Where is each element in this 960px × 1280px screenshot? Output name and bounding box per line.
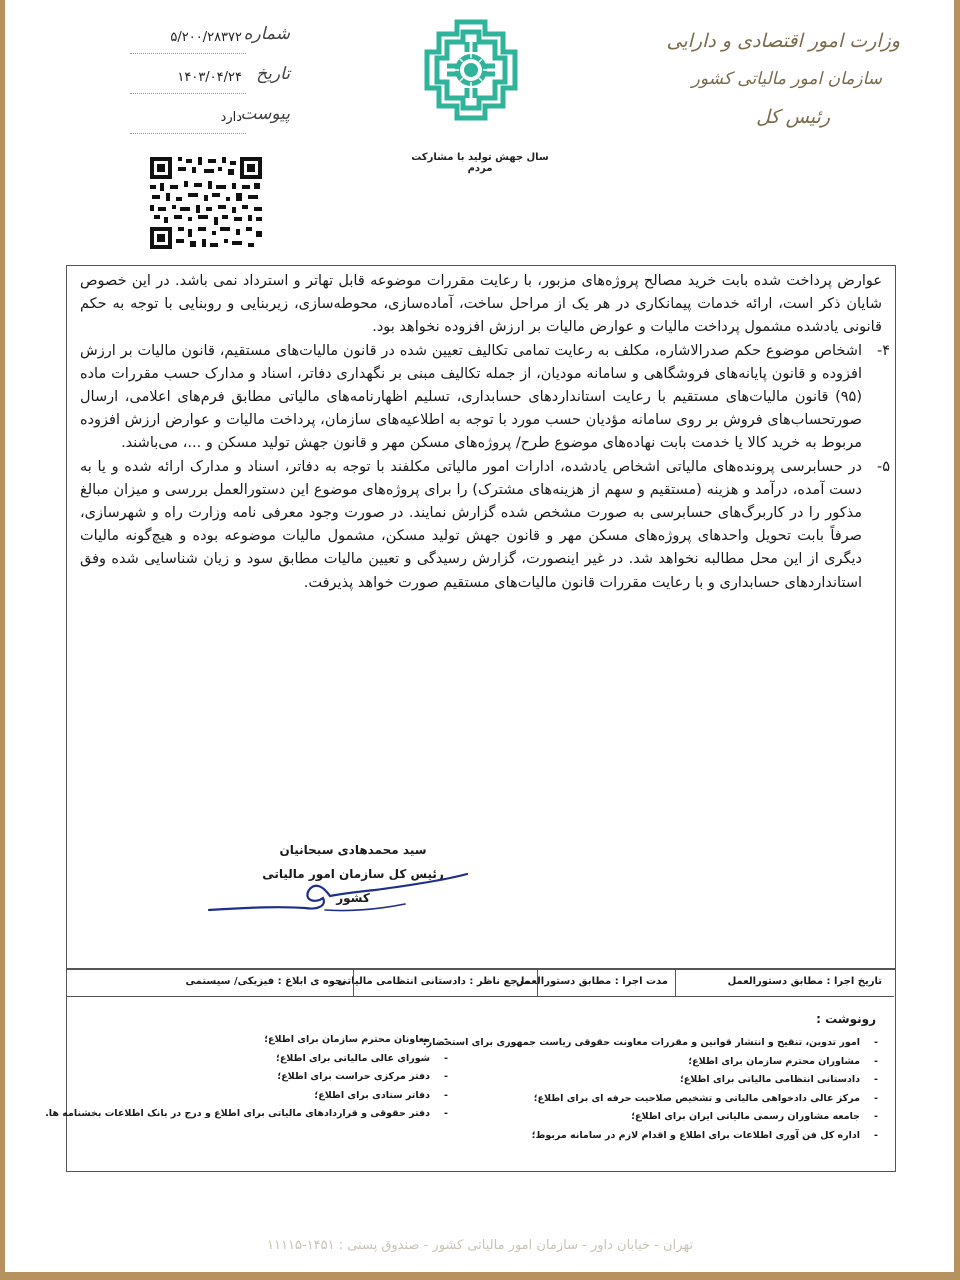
qr-code <box>148 155 264 251</box>
handwritten-signature <box>205 860 475 916</box>
ministry-name: وزارت امور اقتصادی و دارایی <box>666 30 900 52</box>
intro-paragraph: عوارض پرداخت شده بابت خرید مصالح پروژه‌های مزبور، با رعایت مقررات موضوعه قابل تهاتر و استرداد نمی باشد. در این خصوص شایان ذکر است، ارائه خدمات پیمانکاری در هر یک از مراحل ساخت، آماده‌سازی، محوطه‌سازی، زیربنایی و روبنایی با توجه به حکم قانونی یادشده مشمول پرداخت مالیات و عوارض مالیات بر ارزش افزوده نخواهد بود. <box>80 273 882 336</box>
item-4-text: اشخاص موضوع حکم صدرالاشاره، مکلف به رعایت تمامی تکالیف تعیین شده در قانون مالیات‌های مستقیم، قانون مالیات بر ارزش افزوده و قانون پایانه‌های فروشگاهی و سامانه مودیان، از جمله تکالیف مبنی بر نگهداری دفاتر، اسناد و مدارک حسب مقررات ماده (۹۵) قانون مالیات‌های مستقیم با رعایت استانداردهای حسابداری، تسلیم اظهارنامه‌های مالیاتی مطابق فرم‌های اعلامی، ارسال صورتحساب‌های فروش بر روی سامانه مؤدیان حسب مورد با توجه به اطلاعیه‌های سازمان، پرداخت مالیات و عوارض ارزش افزوده مربوط به خرید کالا یا خدمت بابت نهاده‌های موضوع طرح/ پروژه‌های مسکن مهر و قانون جهش تولید مسکن و ...، می‌باشند. <box>80 342 862 452</box>
cc-list-left <box>45 1031 450 1124</box>
item-5-text: در حسابرسی پرونده‌های مالیاتی اشخاص یادشده، ادارات امور مالیاتی مکلفند با توجه به دفاتر، اسناد و مدارک ارائه شده و یا به دست آمده، درآمد و هزینه (مستقیم و سهم از هزینه‌های مشترک) را برای پروژه‌های موضوع این دستورالعمل بررسی و میزان مبالغ مذکور را در کاربرگ‌های حسابرسی به صورت مشخص شده گزارش نمایند. در صورت وجود معرفی نامه وزارت راه و شهرسازی، صرفاً بابت تحویل واحدهای پروژه‌های مسکن مهر و قانون جهش تولید مسکن، مشمول مالیات موضوعه بوده و هیچ‌گونه مالیات دیگری از این محل مطالبه نخواهد شد. در غیر اینصورت، گزارش رسیدگی و تعیین مالیات مطابق سود و زیان شناسایی شده وفق استانداردهای حسابداری و با رعایت مقررات قانون مالیات‌های مستقیم صورت خواهد پذیرفت. <box>80 458 862 591</box>
cc-title: رونوشت : <box>816 1012 876 1026</box>
organization-name: سازمان امور مالیاتی کشور <box>691 69 882 89</box>
year-slogan: سال جهش تولید با مشارکت مردم <box>411 152 549 174</box>
cc-list-right <box>422 1034 880 1146</box>
cc-item: - شورای عالی مالیاتی برای اطلاع؛ <box>80 1050 450 1069</box>
attachment-label: پیوست <box>240 104 290 124</box>
cc-item: - دادستانی انتظامی مالیاتی برای اطلاع؛ <box>470 1071 880 1090</box>
item-4-number: ۴- <box>876 342 890 359</box>
cc-item: - اداره کل فن آوری اطلاعات برای اطلاع و اقدام لازم در سامانه مربوط؛ <box>470 1127 880 1146</box>
info-separator <box>537 968 538 996</box>
paper-border-bottom <box>0 1272 960 1280</box>
date-label: تاریخ <box>256 64 290 84</box>
item-5 <box>80 456 890 595</box>
supervising-authority: مرجع ناظر : دادستانی انتظامی مالیاتی <box>337 976 530 987</box>
info-separator <box>353 968 354 996</box>
cc-item: - دفتر مرکزی حراست برای اطلاع؛ <box>80 1068 450 1087</box>
cc-item: - جامعه مشاوران رسمی مالیاتی ایران برای اطلاع؛ <box>470 1108 880 1127</box>
attachment-row <box>130 102 290 142</box>
letter-meta <box>130 22 290 142</box>
cc-item: - دفاتر ستادی برای اطلاع؛ <box>80 1087 450 1106</box>
paper-border-right <box>954 0 960 1280</box>
date-underline <box>130 93 246 94</box>
execution-info-row <box>66 968 894 997</box>
letter-body <box>80 270 890 595</box>
tax-organization-logo <box>423 18 519 122</box>
number-label: شماره <box>243 24 290 44</box>
cc-item: - مرکز عالی دادخواهی مالیاتی و تشخیص صلاحیت حرفه ای برای اطلاع؛ <box>470 1090 880 1109</box>
letterhead-ministry <box>650 22 900 136</box>
letter-number: ۵/۲۰۰/۲۸۳۷۲ <box>170 30 242 45</box>
attachment-underline <box>130 133 246 134</box>
signer-title: رئیس کل سازمان امور مالیاتی کشور <box>262 867 444 905</box>
paper-border-left <box>0 0 5 1280</box>
item-5-number: ۵- <box>876 458 890 475</box>
letter-number-row <box>130 22 290 62</box>
signer-name: سید محمدهادی سبحانیان <box>279 843 427 857</box>
info-separator <box>675 968 676 996</box>
number-underline <box>130 53 246 54</box>
notification-method: نحوه ی ابلاغ : فیزیکی/ سیستمی <box>185 976 346 987</box>
office-name: رئیس کل <box>756 106 830 128</box>
cc-item: - امور تدوین، تنقیح و انتشار قوانین و مقررات معاونت حقوقی ریاست جمهوری برای استحضار؛ <box>470 1034 880 1053</box>
effective-date: تاریخ اجرا : مطابق دستورالعمل <box>727 976 882 987</box>
cc-item: - دفتر حقوقی و قراردادهای مالیاتی برای اطلاع و درج در بانک اطلاعات بخشنامه ها. <box>80 1105 450 1124</box>
cc-item: - معاونان محترم سازمان برای اطلاع؛ <box>80 1031 450 1050</box>
execution-duration: مدت اجرا : مطابق دستورالعمل <box>515 976 668 987</box>
letter-date: ۱۴۰۳/۰۴/۲۴ <box>177 70 242 85</box>
attachment-value: دارد <box>220 110 242 125</box>
item-4 <box>80 340 890 456</box>
footer-address: تهران - خیابان داور - سازمان امور مالیاتی کشور - صندوق پستی : ۱۴۵۱-۱۱۱۱۵ <box>267 1238 693 1253</box>
letter-date-row <box>130 62 290 102</box>
cc-item: - مشاوران محترم سازمان برای اطلاع؛ <box>470 1053 880 1072</box>
